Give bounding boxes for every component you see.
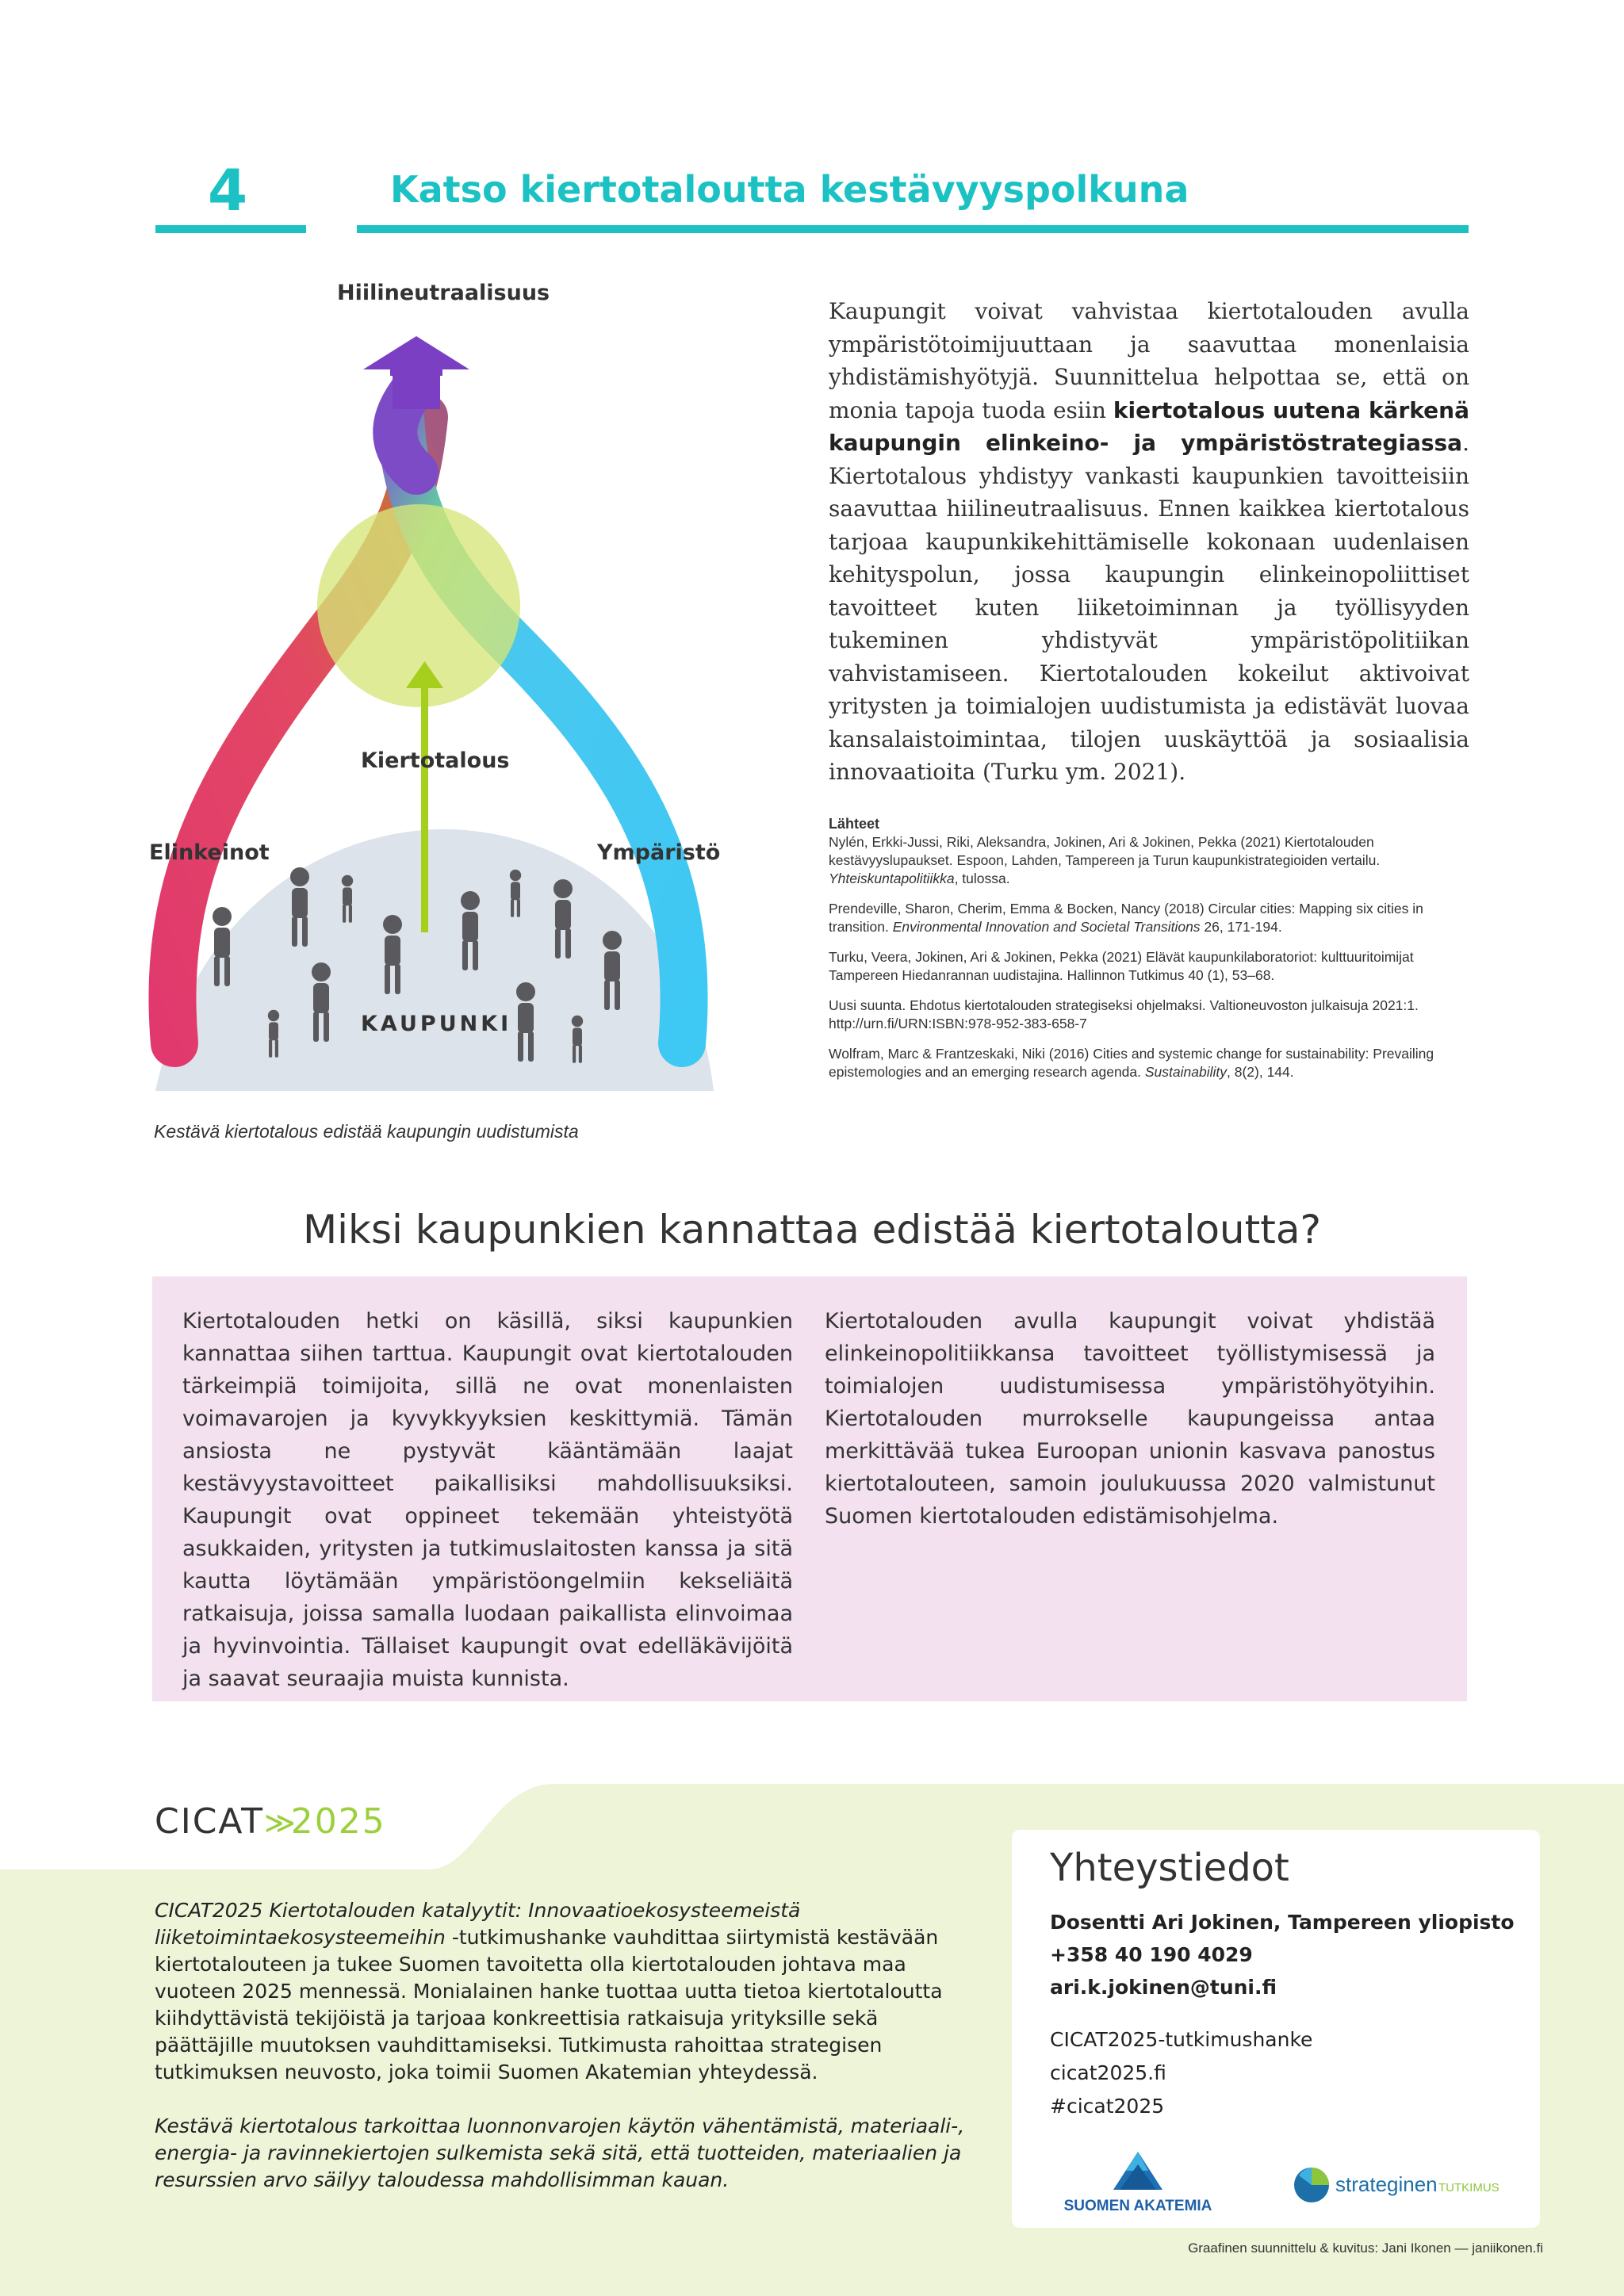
label-hiilineutraalisuus: Hiilineutraalisuus <box>337 281 550 305</box>
why-heading: Miksi kaupunkien kannattaa edistää kiertotaloutta? <box>302 1207 1322 1253</box>
intro-text-2: . Kiertotalous yhdistyy vankasti kaupunkien tavoitteisiin saavuttaa hiilineutraalisuus. Ennen kaikkea kiertotalous tarjoaa kaupunkikehittämiselle kokonaan uudenlaisen kehityspolun, jossa kaupungin elinkeinopoliittiset tavoitteet kuten liiketoiminnan ja työllisyyden tukeminen yhdistyvät ympäristöpolitiikan vahvistamiseen. Kiertotalouden kokeilut aktivoivat yritysten ja toimialojen uudistumista ja edistävät luovaa kansalaistoimintaa, tilojen uuskäyttöä ja sosiaalisia innovaatioita (Turku ym. 2021). <box>829 430 1469 785</box>
definition-text: Kestävä kiertotalous tarkoittaa luonnonvarojen käytön vähentämistä, materiaali-, energia- ja ravinnekiertojen sulkemista sekä sitä, että tuotteiden, materiaalien ja resurssien arvo säilyy taloudessa mahdollisimman kauan. <box>155 2114 965 2191</box>
chevron-icon: ≫ <box>263 1805 291 1840</box>
intro-text-1: Kaupungit voivat vahvistaa kiertotalouden avulla ympäristötoimijuuttaan ja saavuttaa monenlaisia yhdistämishyötyjä. Suunnittelua helpottaa se, että on monia tapoja tuoda esiin <box>829 298 1469 423</box>
source-item: Wolfram, Marc & Frantzeskaki, Niki (2016) Cities and systemic change for sustainability: Prevailing epistemologies and an emerging research agenda. Sustainability, 8(2), 144. <box>829 1046 1434 1080</box>
top-arrow-tip <box>363 336 469 376</box>
kiertotalous-arrow-shaft <box>421 671 428 932</box>
header-rule-left <box>155 225 306 233</box>
source-item: Turku, Veera, Jokinen, Ari & Jokinen, Pekka (2021) Elävät kaupunkilaboratoriot: kulttuuritoimijat Tampereen Hiedanrannan uudistajina. Hallinnon Tutkimus 40 (1), 53–68. <box>829 949 1414 983</box>
intro-paragraph <box>829 295 1469 789</box>
source-item: Prendeville, Sharon, Cherim, Emma & Bocken, Nancy (2018) Circular cities: Mapping six cities in transition. Environmental Innovation and Societal Transitions 26, 171-194. <box>829 901 1423 935</box>
why-column-right: Kiertotalouden avulla kaupungit voivat yhdistää elinkeinopolitiikkansa tavoitteet työllistymisessä ja toimialojen uudistumisessa ympäristöhyötyihin. Kiertotalouden murrokselle kaupungeissa antaa merkittävää tukea Euroopan unionin kasvava panostus kiertotalouteen, samoin joulukuussa 2020 valmistunut Suomen kiertotalouden edistämisohjelma. <box>825 1309 1435 1529</box>
contact-hashtag: #cicat2025 <box>1050 2095 1165 2118</box>
chapter-title: Katso kiertotaloutta kestävyyspolkuna <box>390 168 1189 211</box>
contact-project: CICAT2025-tutkimushanke <box>1050 2028 1313 2051</box>
sources-list <box>829 815 1471 1093</box>
chapter-number: 4 <box>208 157 248 224</box>
svg-text:TUTKIMUS: TUTKIMUS <box>1438 2181 1500 2195</box>
label-kiertotalous: Kiertotalous <box>361 748 510 773</box>
label-kaupunki: KAUPUNKI <box>361 1012 512 1036</box>
contact-card <box>1012 1830 1540 2228</box>
cicat2025-logo: CICAT≫2025 <box>155 1801 386 1842</box>
about-text <box>155 1897 979 2221</box>
intro-highlight: kiertotalous uutena kärkenä kaupungin elinkeino- ja ympäristöstrategiassa <box>829 396 1469 456</box>
label-ympäristö: Ympäristö <box>597 840 721 865</box>
header-rule-right <box>357 225 1469 233</box>
svg-text:SUOMEN AKATEMIA: SUOMEN AKATEMIA <box>1063 2198 1212 2214</box>
label-elinkeinot: Elinkeinot <box>149 840 270 865</box>
why-box <box>152 1276 1467 1701</box>
city-dome <box>155 829 714 1091</box>
strateginen-tutkimus-logo <box>1291 2158 1505 2214</box>
diagram-graphic <box>143 274 730 1108</box>
svg-text:strateginen: strateginen <box>1335 2172 1438 2196</box>
contact-website[interactable]: cicat2025.fi <box>1050 2061 1166 2084</box>
contact-email[interactable]: ari.k.jokinen@tuni.fi <box>1050 1976 1277 1999</box>
circular-economy-diagram <box>143 274 730 1108</box>
sources-heading: Lähteet <box>829 816 880 832</box>
contact-phone[interactable]: +358 40 190 4029 <box>1050 1943 1253 1966</box>
about-description: -tutkimushanke vauhdittaa siirtymistä kestävään kiertotalouteen ja tukee Suomen tavoitetta olla kiertotalouden johtava maa vuoteen 2025 mennessä. Monialainen hanke tuottaa uutta tietoa kiertotaloutta kiihdyttävistä tekijöistä ja tarjoaa konkreettisia ratkaisuja yrityksille sekä päättäjille muutoksen vauhdittamiseksi. Tutkimusta rahoittaa strategisen tutkimuksen neuvosto, joka toimii Suomen Akatemian yhteydessä. <box>155 1926 943 2084</box>
suomen-akatemia-logo <box>1047 2149 1229 2215</box>
source-item: Nylén, Erkki-Jussi, Riki, Aleksandra, Jokinen, Ari & Jokinen, Pekka (2021) Kiertotalouden kestävyyslupaukset. Espoon, Lahden, Tampereen ja Turun kaupunkistrategioiden vertailu. Yhteiskuntapolitiikka, tulossa. <box>829 834 1381 886</box>
contact-title: Yhteystiedot <box>1050 1846 1289 1890</box>
contact-name: Dosentti Ari Jokinen, Tampereen yliopisto <box>1050 1911 1515 1934</box>
about-project-name: CICAT2025 Kiertotalouden katalyytit: Innovaatioekosysteemeistä liiketoimintaekosysteemeihin <box>155 1899 801 1949</box>
source-item: Uusi suunta. Ehdotus kiertotalouden strategiseksi ohjelmaksi. Valtioneuvoston julkaisuja 2021:1. http://urn.fi/URN:ISBN:978-952-383-658-7 <box>829 997 1419 1031</box>
why-column-left: Kiertotalouden hetki on käsillä, siksi kaupunkien kannattaa siihen tarttua. Kaupungit ovat kiertotalouden tärkeimpiä toimijoita, sillä ne ovat monenlaisten voimavarojen ja kyvykkyyksien keskittymiä. Tämän ansiosta ne pystyvät kääntämään laajat kestävyystavoitteet paikallisiksi mahdollisuuksiksi. Kaupungit ovat oppineet tekemään yhteistyötä asukkaiden, yritysten ja tutkimuslaitosten kanssa ja sitä kautta löytämään ympäristöongelmiin kekseliäitä ratkaisuja, joissa samalla luodaan paikallista elinvoimaa ja hyvinvointia. Tällaiset kaupungit ovat edelläkävijöitä ja saavat seuraajia muista kunnista. <box>182 1309 793 1691</box>
figure-caption: Kestävä kiertotalous edistää kaupungin uudistumista <box>154 1121 579 1142</box>
design-credit: Graafinen suunnittelu & kuvitus: Jani Ikonen — janiikonen.fi <box>1188 2241 1543 2256</box>
